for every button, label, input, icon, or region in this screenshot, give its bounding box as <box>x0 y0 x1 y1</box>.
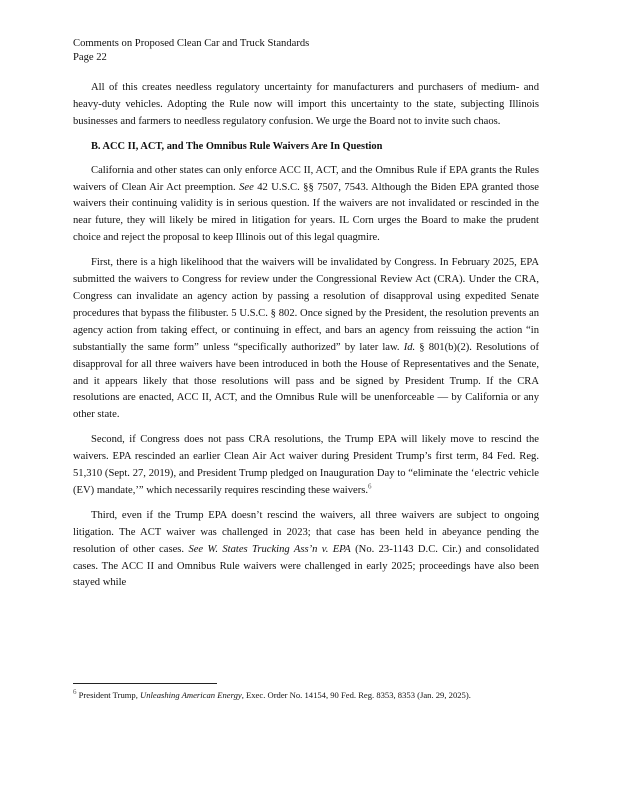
footnote-text: President Trump, <box>78 690 138 700</box>
paragraph-text: Third, even if the Trump EPA doesn’t rescind the waivers, all three waivers are subject to ongoing litigation. The ACT waiver was challenged in 2023; that case has been held in abeyance pending the resolution of other cases. <box>73 509 539 555</box>
citation-signal: See <box>239 181 254 193</box>
citation-id: Id. <box>403 341 416 353</box>
page-number: Page 22 <box>73 52 107 63</box>
document-body <box>73 80 539 600</box>
paragraph-text: Second, if Congress does not pass CRA resolutions, the Trump EPA will likely move to rescind the waivers. EPA rescinded an earlier Clean Air Act waiver during President Trump’s first term, 84 Fed. Reg. 51,310 (Sept. 27, 2019), and President Trump pledged on Inauguration Day to “eliminate the ‘electric vehicle (EV) mandate,’” which necessarily requires rescinding these waivers. <box>73 434 539 496</box>
paragraph-text: All of this creates needless regulatory uncertainty for manufacturers and purchasers of medium- and heavy-duty vehicles. Adopting the Rule now will import this uncertainty to the state, subjecting Illinois businesses and farmers to needless regulatory confusion. We urge the Board not to invite such chaos. <box>73 82 539 127</box>
page-header <box>73 37 553 65</box>
paragraph-text: First, there is a high likelihood that the waivers will be invalidated by Congress. In February 2025, EPA submitted the waivers to Congress for review under the Congressional Review Act (CRA). Under the CRA, Congress can invalidate an agency action by passing a resolution of disapproval using expedited Senate procedures that bypass the filibuster. 5 U.S.C. § 802. Once signed by the President, the resolution prevents an agency action from taking effect, or continuing in effect, and bars an agency from reissuing the action “in substantially the same form” unless “specifically authorized” by later law. <box>73 257 539 353</box>
footnote-reference[interactable]: 6 <box>368 482 372 491</box>
footnote-mark: 6 <box>73 688 77 697</box>
paragraph-text: California and other states can only enforce ACC II, ACT, and the Omnibus Rule if EPA grants the Rules waivers of Clean Air Act preemption. <box>73 164 539 193</box>
paragraph-text: § 801(b)(2). Resolutions of disapproval for all three waivers have been introduced in both the House of Representatives and the Senate, and it appears likely that those resolutions will pass and be signed by President Trump. If the CRA resolutions are enacted, ACC II, ACT, and the Omnibus Rule will be unenforceable — by California or any other state. <box>73 341 540 421</box>
paragraph-rescind <box>73 432 539 500</box>
paragraph-regulatory-uncertainty <box>73 80 539 131</box>
footnote-divider <box>73 683 217 684</box>
paragraph-cra <box>73 255 539 424</box>
paragraph-text: (No. 23-1143 D.C. Cir.) and consolidated cases. The ACC II and Omnibus Rule waivers were challenged in early 2025; proceedings have also been stayed while <box>73 543 539 589</box>
header-title: Comments on Proposed Clean Car and Truck Standards <box>73 38 310 49</box>
paragraph-text: 42 U.S.C. §§ 7507, 7543. Although the Biden EPA granted those waivers their continuing validity is in serious question. If the waivers are not invalidated or rescinded in the near future, they will likely be mired in litigation for years. IL Corn urges the Board to make the prudent choice and reject the proposal to keep Illinois out of this legal quagmire. <box>73 181 539 244</box>
footnote <box>73 689 539 702</box>
paragraph-litigation <box>73 508 539 593</box>
footnote-title: Unleashing American Energy <box>140 690 242 700</box>
paragraph-waivers-question <box>73 163 539 248</box>
case-citation: See W. States Trucking Ass’n v. EPA <box>188 543 351 555</box>
footnote-text: , Exec. Order No. 14154, 90 Fed. Reg. 8353, 8353 (Jan. 29, 2025). <box>241 690 471 700</box>
section-heading: B. ACC II, ACT, and The Omnibus Rule Waivers Are In Question <box>91 140 383 152</box>
